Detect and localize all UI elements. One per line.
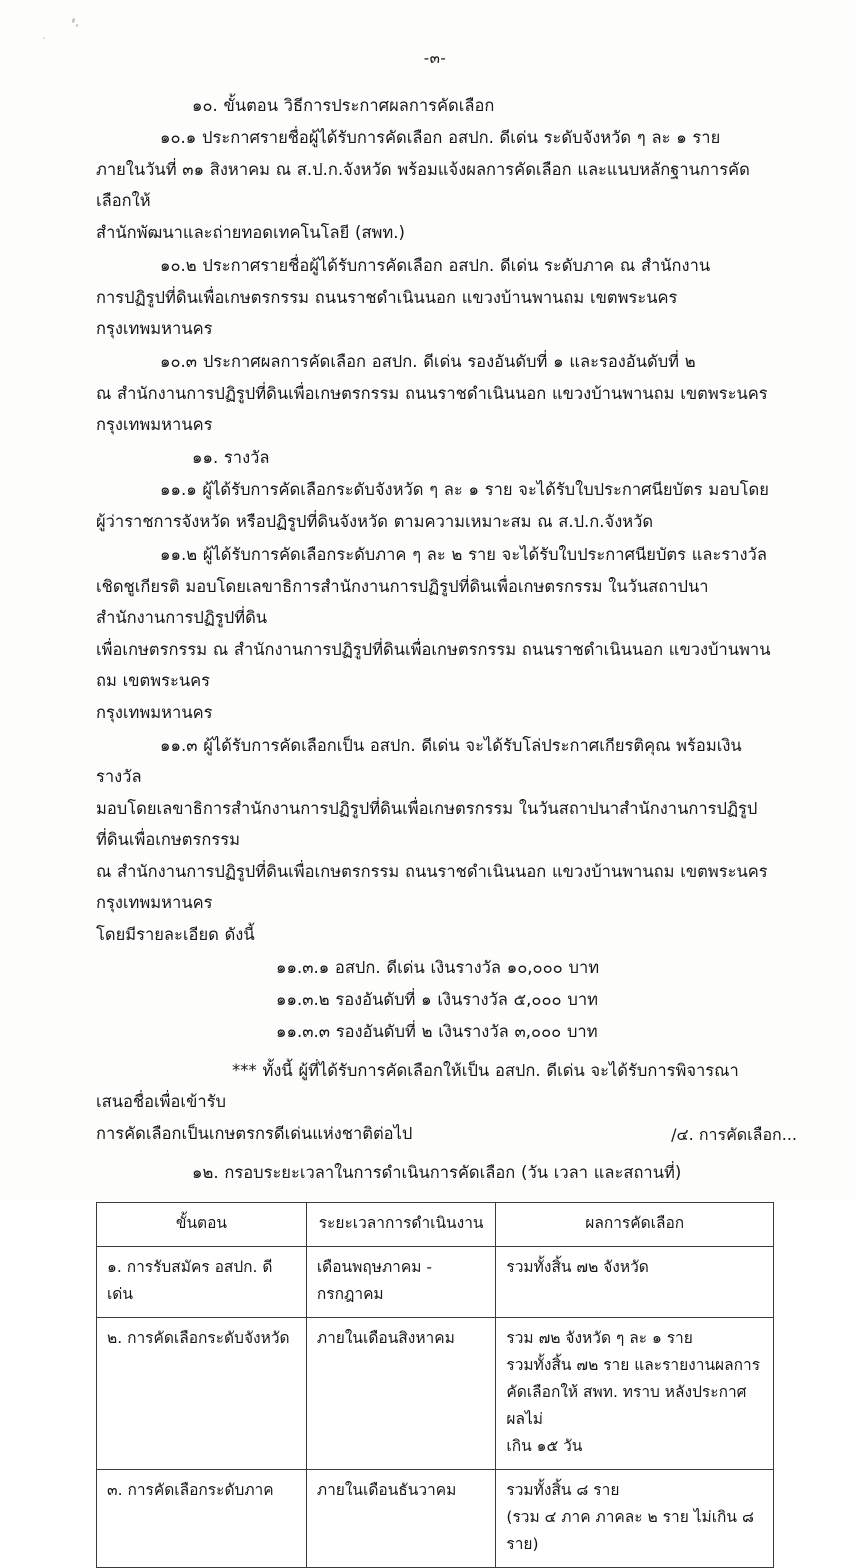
paragraph-line: ๑๐.๒ ประกาศรายชื่อผู้ได้รับการคัดเลือก อสปก. ดีเด่น ระดับภาค ณ สำนักงาน [160, 256, 711, 275]
schedule-table [96, 1202, 774, 1568]
cell-period [306, 1470, 496, 1568]
scan-speck [43, 37, 45, 39]
prize-item: ๑๑.๓.๓ รองอันดับที่ ๒ เงินรางวัล ๓,๐๐๐ บาท [276, 1022, 598, 1041]
document-body [96, 46, 774, 1568]
cell-line: เดือนพฤษภาคม - [316, 1258, 432, 1276]
cell-line: เกิน ๑๕ วัน [506, 1437, 583, 1455]
prize-item: ๑๑.๓.๒ รองอันดับที่ ๑ เงินรางวัล ๕,๐๐๐ บาท [276, 990, 598, 1009]
cell-period [306, 1247, 496, 1318]
paragraph-line: ๑๑.๑ ผู้ได้รับการคัดเลือกระดับจังหวัด ๆ ละ ๑ ราย จะได้รับใบประกาศนียบัตร มอบโดย [160, 480, 769, 499]
table-header-row [97, 1203, 774, 1247]
cell-line: ภายในเดือนสิงหาคม [316, 1329, 455, 1347]
cell-step: ๓. การคัดเลือกระดับภาค [97, 1470, 307, 1568]
heading-section-10: ๑๐. ขั้นตอน วิธีการประกาศผลการคัดเลือก [192, 96, 495, 115]
paragraph-line: เชิดชูเกียรติ มอบโดยเลขาธิการสำนักงานการปฏิรูปที่ดินเพื่อเกษตรกรรม ในวันสถาปนาสำนักงานการปฏิรูปที่ดิน [96, 577, 709, 627]
cell-line: กรกฎาคม [316, 1285, 384, 1303]
paragraph-line: ผู้ว่าราชการจังหวัด หรือปฏิรูปที่ดินจังหวัด ตามความเหมาะสม ณ ส.ป.ก.จังหวัด [96, 512, 654, 531]
paragraph-line: ๑๑.๒ ผู้ได้รับการคัดเลือกระดับภาค ๆ ละ ๒ ราย จะได้รับใบประกาศนียบัตร และรางวัล [160, 545, 767, 564]
paragraph-line: ๑๐.๑ ประกาศรายชื่อผู้ได้รับการคัดเลือก อสปก. ดีเด่น ระดับจังหวัด ๆ ละ ๑ ราย [160, 128, 721, 147]
paragraph-line: กรุงเทพมหานคร [96, 703, 213, 722]
cell-line: รวมทั้งสิ้น ๗๒ จังหวัด [506, 1258, 649, 1276]
paragraph-line: การปฏิรูปที่ดินเพื่อเกษตรกรรม ถนนราชดำเนินนอก แขวงบ้านพานถม เขตพระนคร กรุงเทพมหานคร [96, 288, 678, 338]
cell-line: คัดเลือกให้ สพท. ทราบ หลังประกาศผลไม่ [506, 1383, 747, 1428]
table-row [97, 1470, 774, 1568]
cell-line: (รวม ๔ ภาค ภาคละ ๒ ราย ไม่เกิน ๘ ราย) [506, 1508, 754, 1553]
cell-result [496, 1247, 774, 1318]
page-number: -๓- [423, 49, 447, 67]
paragraph-line: สำนักพัฒนาและถ่ายทอดเทคโนโลยี (สพท.) [96, 223, 405, 242]
cell-line: รวมทั้งสิ้น ๘ ราย [506, 1481, 620, 1499]
paragraph-10-1 [96, 122, 774, 248]
table-header-period: ระยะเวลาการดำเนินงาน [306, 1203, 496, 1247]
cell-result [496, 1318, 774, 1470]
table-row [97, 1247, 774, 1318]
cell-line: รวม ๗๒ จังหวัด ๆ ละ ๑ ราย [506, 1329, 693, 1347]
prize-item: ๑๑.๓.๑ อสปก. ดีเด่น เงินรางวัล ๑๐,๐๐๐ บาท [276, 958, 600, 977]
paragraph-line: *** ทั้งนี้ ผู้ที่ได้รับการคัดเลือกให้เป็น อสปก. ดีเด่น จะได้รับการพิจารณาเสนอชื่อเพื่อเข้ารับ [96, 1061, 739, 1111]
paragraph-line: ๑๑.๓ ผู้ได้รับการคัดเลือกเป็น อสปก. ดีเด่น จะได้รับโล่ประกาศเกียรติคุณ พร้อมเงินรางวัล [96, 736, 742, 786]
table-header-result: ผลการคัดเลือก [496, 1203, 774, 1247]
paragraph-line: ภายในวันที่ ๓๑ สิงหาคม ณ ส.ป.ก.จังหวัด พร้อมแจ้งผลการคัดเลือก และแนบหลักฐานการคัดเลือกให้ [96, 160, 750, 210]
paragraph-line: มอบโดยเลขาธิการสำนักงานการปฏิรูปที่ดินเพื่อเกษตรกรรม ในวันสถาปนาสำนักงานการปฏิรูปที่ดินเพื่อเกษตรกรรม [96, 799, 758, 849]
paragraph-line: เพื่อเกษตรกรรม ณ สำนักงานการปฏิรูปที่ดินเพื่อเกษตรกรรม ถนนราชดำเนินนอก แขวงบ้านพานถม เขตพระนคร [96, 640, 771, 690]
scan-speck [71, 18, 75, 24]
paragraph-11-2 [96, 539, 774, 728]
heading-section-11: ๑๑. รางวัล [192, 448, 270, 467]
paragraph-11-3 [96, 730, 774, 950]
cell-period [306, 1318, 496, 1470]
paragraph-line: โดยมีรายละเอียด ดังนี้ [96, 925, 255, 944]
table-header-step: ขั้นตอน [97, 1203, 307, 1247]
table-row [97, 1318, 774, 1470]
paragraph-line: การคัดเลือกเป็นเกษตรกรดีเด่นแห่งชาติต่อไป [96, 1124, 413, 1143]
prize-list [96, 952, 774, 1047]
paragraph-line: ณ สำนักงานการปฏิรูปที่ดินเพื่อเกษตรกรรม ถนนราชดำเนินนอก แขวงบ้านพานถม เขตพระนคร กรุงเทพมหานคร [96, 862, 768, 912]
cell-line: ภายในเดือนธันวาคม [316, 1481, 457, 1499]
paragraph-10-2 [96, 250, 774, 344]
heading-section-12: ๑๒. กรอบระยะเวลาในการดำเนินการคัดเลือก (วัน เวลา และสถานที่) [192, 1163, 682, 1182]
paragraph-11-1 [96, 474, 774, 537]
cell-result [496, 1470, 774, 1568]
paragraph-line: ๑๐.๓ ประกาศผลการคัดเลือก อสปก. ดีเด่น รองอันดับที่ ๑ และรองอันดับที่ ๒ [160, 352, 696, 371]
cell-step: ๒. การคัดเลือกระดับจังหวัด [97, 1318, 307, 1470]
paragraph-line: ณ สำนักงานการปฏิรูปที่ดินเพื่อเกษตรกรรม ถนนราชดำเนินนอก แขวงบ้านพานถม เขตพระนครกรุงเทพมหานคร [96, 384, 768, 434]
cell-line: รวมทั้งสิ้น ๗๒ ราย และรายงานผลการ [506, 1356, 761, 1374]
cell-step: ๑. การรับสมัคร อสปก. ดีเด่น [97, 1247, 307, 1318]
scan-speck [76, 24, 78, 27]
continuation-footnote: /๔. การคัดเลือก... [671, 1125, 797, 1144]
paragraph-10-3 [96, 346, 774, 440]
